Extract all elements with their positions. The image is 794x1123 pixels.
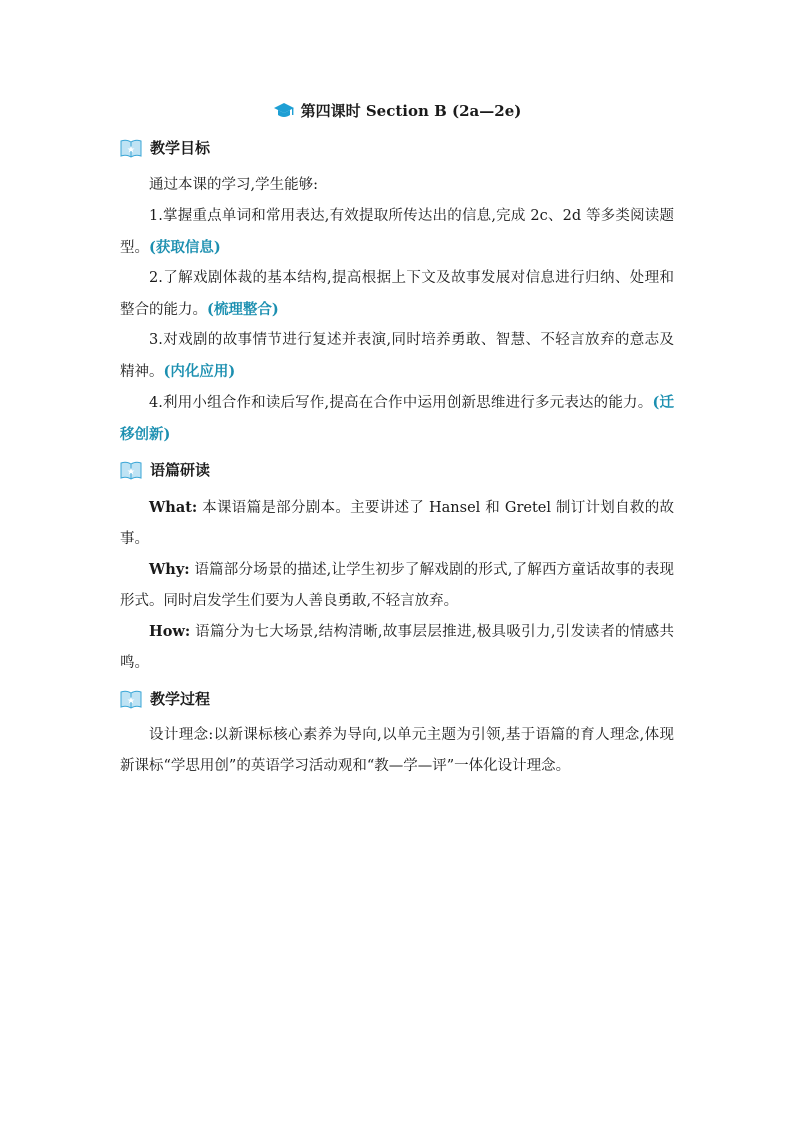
- reading-what: [120, 492, 674, 555]
- reading-how: [120, 616, 674, 679]
- goal-item-1: [120, 201, 674, 264]
- goal-item-text: 1.掌握重点单词和常用表达,有效提取所传达出的信息,完成 2c、2d 等多类阅读题型。: [120, 208, 674, 256]
- section-heading-reading: [120, 459, 210, 481]
- goal-item-tag: (梳理整合): [207, 301, 279, 318]
- open-book-icon: [120, 689, 142, 709]
- section-heading-goals: [120, 137, 210, 159]
- how-lead: How:: [149, 623, 191, 640]
- goal-item-4: [120, 387, 674, 451]
- goal-item-2: [120, 263, 674, 326]
- what-text: 本课语篇是部分剧本。主要讲述了 Hansel 和 Gretel 制订计划自救的故事。: [120, 500, 674, 547]
- why-text: 语篇部分场景的描述,让学生初步了解戏剧的形式,了解西方童话故事的表现形式。同时启发学生们要为人善良勇敢,不轻言放弃。: [120, 562, 674, 609]
- process-concept: 设计理念:以新课标核心素养为导向,以单元主题为引领,基于语篇的育人理念,体现新课标“学思用创”的英语学习活动观和“教—学—评”一体化设计理念。: [120, 727, 674, 774]
- goal-item-tag: (迁移创新): [120, 394, 674, 443]
- section-heading-text: 教学过程: [150, 690, 211, 708]
- graduation-cap-icon: [273, 102, 295, 126]
- goal-item-3: [120, 325, 674, 388]
- title-text: 第四课时 Section B (2a—2e): [300, 102, 522, 120]
- goal-item-tag: (内化应用): [163, 363, 236, 380]
- reading-why: [120, 554, 674, 617]
- why-lead: Why:: [149, 561, 190, 578]
- section-heading-text: 教学目标: [150, 139, 211, 157]
- what-lead: What:: [149, 499, 198, 516]
- goals-intro: 通过本课的学习,学生能够:: [149, 177, 318, 193]
- goal-item-text: 3.对戏剧的故事情节进行复述并表演,同时培养勇敢、智慧、不轻言放弃的意志及精神。: [120, 332, 674, 380]
- how-text: 语篇分为七大场景,结构清晰,故事层层推进,极具吸引力,引发读者的情感共鸣。: [120, 624, 674, 671]
- goal-item-tag: (获取信息): [149, 239, 221, 256]
- section-heading-process: [120, 688, 210, 710]
- open-book-icon: [120, 460, 142, 480]
- page-title: [0, 100, 794, 126]
- goal-item-text: 4.利用小组合作和读后写作,提高在合作中运用创新思维进行多元表达的能力。: [149, 395, 653, 411]
- section-heading-text: 语篇研读: [150, 461, 211, 479]
- goal-item-text: 2.了解戏剧体裁的基本结构,提高根据上下文及故事发展对信息进行归纳、处理和整合的能力。: [120, 270, 674, 318]
- open-book-icon: [120, 138, 142, 158]
